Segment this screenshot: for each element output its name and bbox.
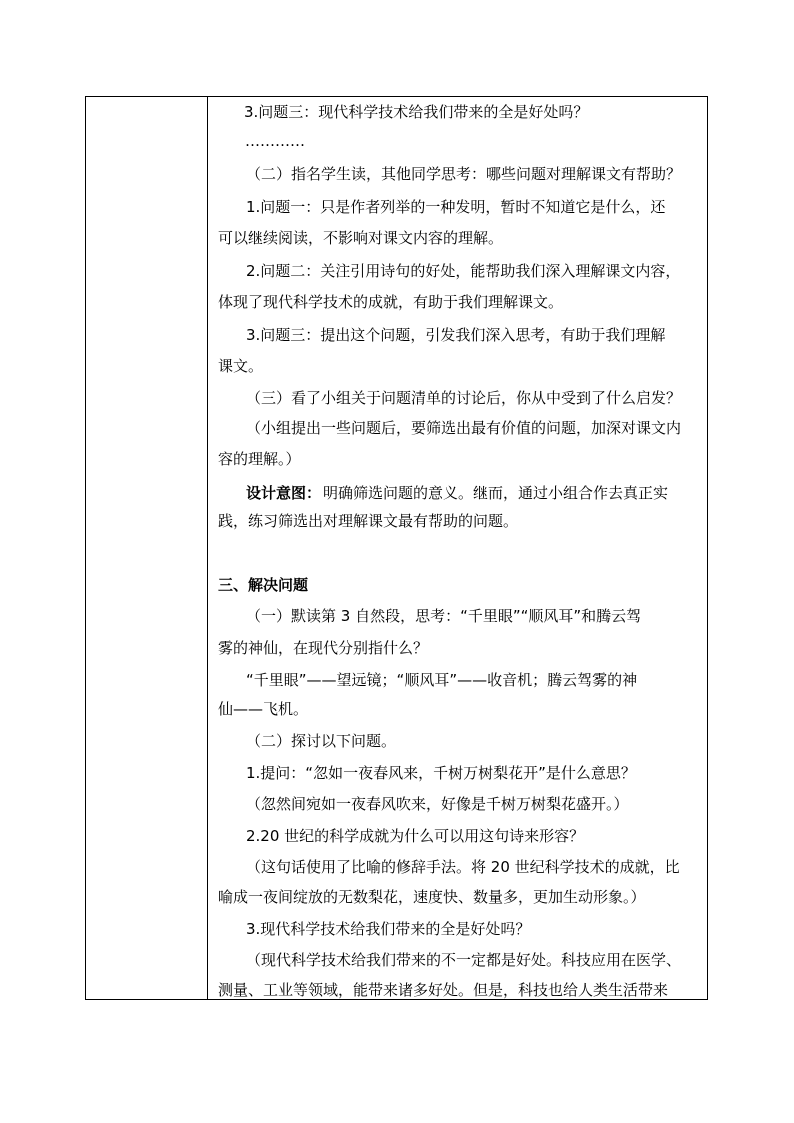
design-intent-label: 设计意图： — [246, 484, 322, 502]
text-line: 2.问题二：关注引用诗句的好处，能帮助我们深入理解课文内容， — [246, 262, 681, 280]
text-line: 体现了现代科学技术的成就，有助于我们理解课文。 — [218, 293, 564, 311]
left-column-cell — [86, 97, 208, 999]
text-line: 喻成一夜间绽放的无数梨花，速度快、数量多，更加生动形象。） — [218, 888, 646, 906]
text-line: （一）默读第 3 自然段，思考：“千里眼”“顺风耳”和腾云驾 — [246, 607, 642, 625]
text-line: 2.20 世纪的科学成就为什么可以用这句诗来形容？ — [246, 827, 585, 845]
text-line: 明确筛选问题的意义。继而，通过小组合作去真正实 — [323, 484, 669, 502]
text-line: （现代科学技术给我们带来的不一定都是好处。科技应用在医学、 — [246, 951, 682, 969]
text-line: 3.问题三：提出这个问题，引发我们深入思考，有助于我们理解 — [246, 326, 666, 344]
text-line: （二）探讨以下问题。 — [246, 732, 397, 750]
text-line: （三）看了小组关于问题清单的讨论后，你从中受到了什么启发？ — [246, 389, 682, 407]
text-line: 1.问题一：只是作者列举的一种发明，暂时不知道它是什么，还 — [246, 198, 666, 216]
text-line: “千里眼”——望远镜；“顺风耳”——收音机；腾云驾雾的神 — [246, 671, 638, 689]
text-line: （忽然间宛如一夜春风吹来，好像是千树万树梨花盛开。） — [246, 795, 629, 813]
text-line: 1.提问：“忽如一夜春风来，千树万树梨花开”是什么意思？ — [246, 764, 636, 782]
text-line: 课文。 — [218, 357, 264, 375]
text-line: （二）指名学生读，其他同学思考：哪些问题对理解课文有帮助？ — [246, 165, 682, 183]
text-line: （小组提出一些问题后，要筛选出最有价值的问题，加深对课文内 — [246, 419, 682, 437]
text-line: 可以继续阅读，不影响对课文内容的理解。 — [218, 229, 504, 247]
section-heading: 三、解决问题 — [218, 576, 309, 594]
text-line: 容的理解。） — [218, 450, 301, 468]
text-line: 测量、工业等领域，能带来诸多好处。但是，科技也给人类生活带来 — [218, 981, 669, 999]
text-line: 雾的神仙，在现代分别指什么？ — [218, 639, 429, 657]
text-line: 仙——飞机。 — [218, 700, 309, 718]
text-line: 3.现代科学技术给我们带来的全是好处吗？ — [246, 920, 531, 938]
content-cell — [208, 97, 707, 999]
text-line: （这句话使用了比喻的修辞手法。将 20 世纪科学技术的成就，比 — [246, 858, 680, 876]
lesson-table — [85, 96, 708, 1000]
text-line: 践，练习筛选出对理解课文最有帮助的问题。 — [218, 512, 519, 530]
ellipsis-line: ………… — [245, 132, 305, 150]
text-line: 3.问题三：现代科学技术给我们带来的全是好处吗？ — [244, 103, 589, 121]
